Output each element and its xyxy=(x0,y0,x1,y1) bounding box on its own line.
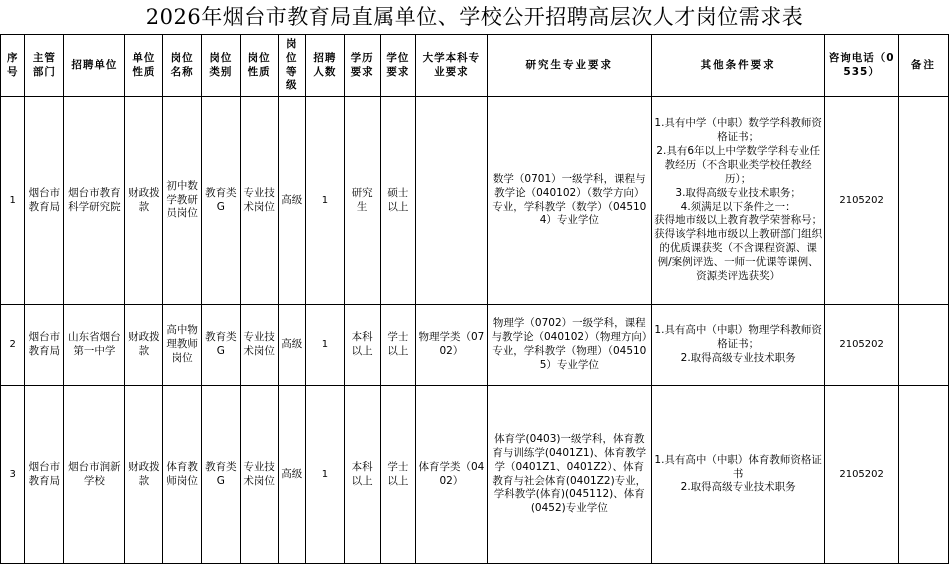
header-row xyxy=(1,35,949,97)
cell-undergrad-major: 体育学类（0402） xyxy=(416,386,487,564)
cell-grad-major: 物理学（0702）一级学科，课程与教学论（040102）（物理方向）专业，学科教学（物理）（045105）专业学位 xyxy=(487,305,651,386)
cell-post-name: 体育教师岗位 xyxy=(163,386,202,564)
cell-dept: 烟台市教育局 xyxy=(25,386,64,564)
header-other-requirements: 其他条件要求 xyxy=(651,35,824,97)
cell-remark xyxy=(898,305,948,386)
header-undergrad-major: 大学本科专业要求 xyxy=(416,35,487,97)
header-post-name: 岗位名称 xyxy=(163,35,202,97)
cell-education: 本科以上 xyxy=(344,305,380,386)
cell-unit: 烟台市润新学校 xyxy=(64,386,125,564)
cell-seq: 3 xyxy=(1,386,25,564)
table-row xyxy=(1,386,949,564)
cell-seq: 2 xyxy=(1,305,25,386)
cell-post-type: 专业技术岗位 xyxy=(240,305,278,386)
header-unit: 招聘单位 xyxy=(64,35,125,97)
cell-post-level: 高级 xyxy=(278,386,306,564)
cell-count: 1 xyxy=(306,305,345,386)
recruitment-table xyxy=(0,34,949,564)
cell-phone: 2105202 xyxy=(825,386,898,564)
cell-post-category: 教育类G xyxy=(201,305,240,386)
table-row xyxy=(1,97,949,305)
header-dept: 主管部门 xyxy=(25,35,64,97)
page-title: 2026年烟台市教育局直属单位、学校公开招聘高层次人才岗位需求表 xyxy=(145,5,804,29)
cell-grad-major: 体育学(0403)一级学科，体育教育与训练学(0401Z1)、体育教学学（0401Z1、0401Z2）、体育教育与社会体育(0401Z2)专业，学科教学(体育)(045112)、体育(0452)专业学位 xyxy=(487,386,651,564)
cell-other-requirements: 1.具有高中（中职）物理学科教师资格证书； 2.取得高级专业技术职务 xyxy=(651,305,824,386)
cell-phone: 2105202 xyxy=(825,305,898,386)
header-education: 学历要求 xyxy=(344,35,380,97)
cell-post-category: 教育类G xyxy=(201,97,240,305)
cell-phone: 2105202 xyxy=(825,97,898,305)
cell-degree: 学士以上 xyxy=(380,386,416,564)
cell-post-type: 专业技术岗位 xyxy=(240,386,278,564)
header-remark: 备注 xyxy=(898,35,948,97)
header-post-level: 岗位等级 xyxy=(278,35,306,97)
header-post-category: 岗位类别 xyxy=(201,35,240,97)
cell-count: 1 xyxy=(306,97,345,305)
cell-seq: 1 xyxy=(1,97,25,305)
table-row xyxy=(1,305,949,386)
cell-post-name: 初中数学教研员岗位 xyxy=(163,97,202,305)
cell-degree: 硕士以上 xyxy=(380,97,416,305)
cell-degree: 学士以上 xyxy=(380,305,416,386)
cell-unit-type: 财政拨款 xyxy=(125,386,163,564)
cell-post-level: 高级 xyxy=(278,97,306,305)
header-grad-major: 研究生专业要求 xyxy=(487,35,651,97)
header-count: 招聘人数 xyxy=(306,35,345,97)
cell-dept: 烟台市教育局 xyxy=(25,97,64,305)
cell-count: 1 xyxy=(306,386,345,564)
cell-dept: 烟台市教育局 xyxy=(25,305,64,386)
cell-other-requirements: 1.具有高中（中职）体育教师资格证书 2.取得高级专业技术职务 xyxy=(651,386,824,564)
cell-remark xyxy=(898,386,948,564)
cell-unit-type: 财政拨款 xyxy=(125,305,163,386)
cell-education: 研究生 xyxy=(344,97,380,305)
cell-unit-type: 财政拨款 xyxy=(125,97,163,305)
cell-other-requirements: 1.具有中学（中职）数学学科教师资格证书； 2.具有6年以上中学数学学科专业任教经历（不含职业类学校任教经历）； 3.取得高级专业技术职务； 4.须满足以下条件之一： 获得地市级以上教育教学荣誉称号；获得该学科地市级以上教研部门组织的优质课获奖（不含课程资源、课例/案例评选、一师一优课等课例、资源类评选获奖） xyxy=(651,97,824,305)
cell-post-name: 高中物理教师岗位 xyxy=(163,305,202,386)
cell-education: 本科以上 xyxy=(344,386,380,564)
header-degree: 学位要求 xyxy=(380,35,416,97)
header-seq: 序号 xyxy=(1,35,25,97)
cell-post-category: 教育类G xyxy=(201,386,240,564)
cell-post-level: 高级 xyxy=(278,305,306,386)
header-post-type: 岗位性质 xyxy=(240,35,278,97)
cell-post-type: 专业技术岗位 xyxy=(240,97,278,305)
header-unit-type: 单位性质 xyxy=(125,35,163,97)
cell-undergrad-major: 物理学类（0702） xyxy=(416,305,487,386)
cell-unit: 烟台市教育科学研究院 xyxy=(64,97,125,305)
cell-undergrad-major xyxy=(416,97,487,305)
cell-grad-major: 数学（0701）一级学科，课程与教学论（040102）（数学方向）专业，学科教学（数学）（045104）专业学位 xyxy=(487,97,651,305)
cell-unit: 山东省烟台第一中学 xyxy=(64,305,125,386)
header-phone: 咨询电话（0535） xyxy=(825,35,898,97)
cell-remark xyxy=(898,97,948,305)
